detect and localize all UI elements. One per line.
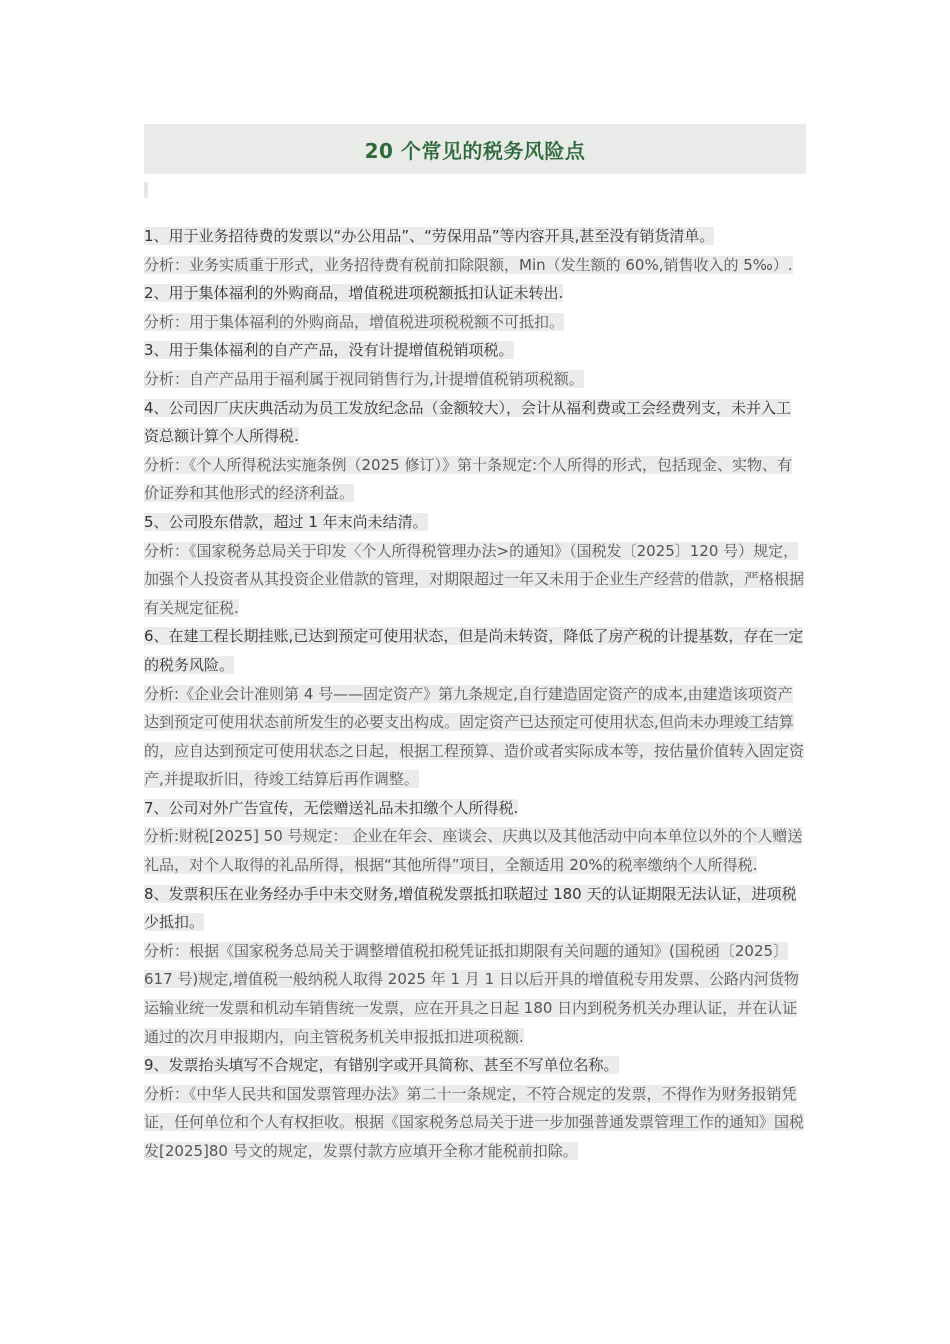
paragraph-analysis: 分析：业务实质重于形式，业务招待费有税前扣除限额，Min（发生额的 60%,销售收入的 5‰）. <box>144 255 793 274</box>
paragraph-item: 6、在建工程长期挂账,已达到预定可使用状态，但是尚未转资，降低了房产税的计提基数，存在一定的税务风险。 <box>144 627 804 674</box>
document-body <box>144 222 806 1166</box>
title-bar <box>144 124 806 174</box>
paragraph-analysis: 分析：《国家税务总局关于印发〈个人所得税管理办法>的通知》（国税发〔2025〕120 号）规定，加强个人投资者从其投资企业借款的管理，对期限超过一年又未用于企业生产经营的借款，严格根据有关规定征税. <box>144 541 805 617</box>
paragraph-item: 1、用于业务招待费的发票以“办公用品”、“劳保用品”等内容开具,甚至没有销货清单。 <box>144 227 715 245</box>
paragraph-item: 3、用于集体福利的自产产品，没有计提增值税销项税。 <box>144 341 514 360</box>
paragraph-analysis: 分析:财税[2025] 50 号规定： 企业在年会、座谈会、庆典以及其他活动中向本单位以外的个人赠送礼品，对个人取得的礼品所得，根据“其他所得”项目，全额适用 20%的税率缴纳个人所得税. <box>144 827 803 875</box>
paragraph-item: 5、公司股东借款，超过 1 年末尚未结清。 <box>144 512 428 531</box>
paragraph-item: 2、用于集体福利的外购商品，增值税进项税额抵扣认证未转出. <box>144 284 564 303</box>
paragraph-item: 7、公司对外广告宣传，无偿赠送礼品未扣缴个人所得税. <box>144 798 519 817</box>
document-title: 20 个常见的税务风险点 <box>364 138 586 163</box>
paragraph-item: 9、发票抬头填写不合规定，有错别字或开具简称、甚至不写单位名称。 <box>144 1056 619 1075</box>
paragraph-analysis: 分析：《中华人民共和国发票管理办法》第二十一条规定，不符合规定的发票，不得作为财务报销凭证，任何单位和个人有权拒收。根据《国家税务总局关于进一步加强普通发票管理工作的通知》国税发[2025]80 号文的规定，发票付款方应填开全称才能税前扣除。 <box>144 1084 805 1160</box>
paragraph-analysis: 分析：《个人所得税法实施条例（2025 修订）》第十条规定:个人所得的形式，包括现金、实物、有价证券和其他形式的经济利益。 <box>144 455 792 503</box>
paragraph-analysis: 分析:《企业会计准则第 4 号——固定资产》第九条规定,自行建造固定资产的成本,由建造该项资产达到预定可使用状态前所发生的必要支出构成。固定资产已达预定可使用状态,但尚未办理竣工结算的，应自达到预定可使用状态之日起，根据工程预算、造价或者实际成本等，按估量价值转入固定资产,并提取折旧，待竣工结算后再作调整。 <box>144 684 805 789</box>
paragraph-item: 8、发票积压在业务经办手中未交财务,增值税发票抵扣联超过 180 天的认证期限无法认证，进项税少抵扣。 <box>144 884 797 932</box>
paragraph-analysis: 分析：自产产品用于福利属于视同销售行为,计提增值税销项税额。 <box>144 369 584 388</box>
paragraph-analysis: 分析：根据《国家税务总局关于调整增值税扣税凭证抵扣期限有关问题的通知》(国税函〔2025〕617 号)规定,增值税一般纳税人取得 2025 年 1 月 1 日以后开具的增值税专用发票、公路内河货物运输业统一发票和机动车销售统一发票，应在开具之日起 180 日内到税务机关办理认证，并在认证通过的次月申报期内，向主管税务机关申报抵扣进项税额. <box>144 941 799 1046</box>
section-marker <box>144 182 148 198</box>
paragraph-item: 4、公司因厂庆庆典活动为员工发放纪念品（金额较大），会计从福利费或工会经费列支，未并入工资总额计算个人所得税. <box>144 398 792 446</box>
paragraph-analysis: 分析：用于集体福利的外购商品，增值税进项税税额不可抵扣。 <box>144 312 565 331</box>
